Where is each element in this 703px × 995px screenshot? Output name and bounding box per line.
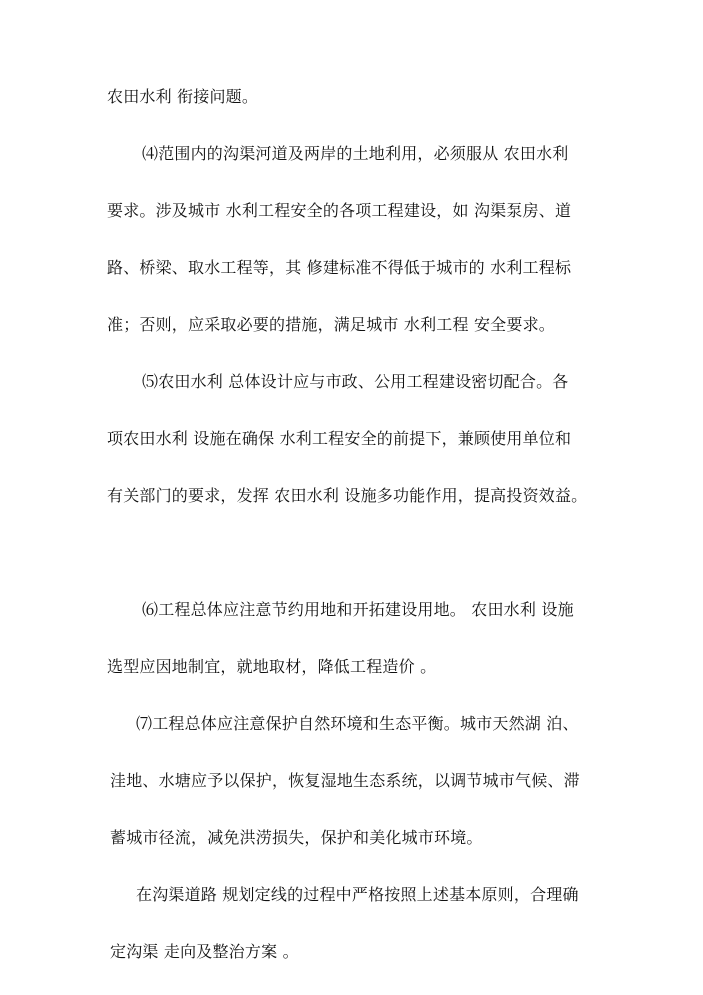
text-line-12: 洼地、水塘应予以保护，恢复湿地生态系统，以调节城市气候、滞: [110, 771, 580, 790]
text-line-7: 项农田水利 设施在确保 水利工程安全的前提下，兼顾使用单位和: [107, 429, 572, 448]
text-line-6: ⑸农田水利 总体设计应与市政、公用工程建设密切配合。各: [142, 372, 569, 391]
text-line-10: 选型应因地制宜，就地取材，降低工程造价 。: [107, 657, 437, 676]
text-line-14: 在沟渠道路 规划定线的过程中严格按照上述基本原则，合理确: [136, 885, 579, 904]
text-line-3: 要求。涉及城市 水利工程安全的各项工程建设，如 沟渠泵房、道: [107, 201, 572, 220]
text-line-13: 蓄城市径流，减免洪涝损失，保护和美化城市环境。: [110, 828, 483, 847]
text-line-11: ⑺工程总体应注意保护自然环境和生态平衡。城市天然湖 泊、: [136, 714, 579, 733]
text-line-2: ⑷范围内的沟渠河道及两岸的土地利用，必须服从 农田水利: [142, 144, 569, 163]
text-line-5: 准；否则，应采取必要的措施，满足城市 水利工程 安全要求。: [107, 315, 555, 334]
text-line-9: ⑹工程总体应注意节约用地和开拓建设用地。 农田水利 设施: [142, 600, 574, 619]
text-line-8: 有关部门的要求，发挥 农田水利 设施多功能作用，提高投资效益。: [107, 486, 588, 505]
text-line-15: 定沟渠 走向及整治方案 。: [110, 942, 299, 961]
text-line-1: 农田水利 衔接问题。: [107, 87, 259, 106]
text-line-4: 路、桥梁、取水工程等，其 修建标准不得低于城市的 水利工程标: [107, 258, 572, 277]
